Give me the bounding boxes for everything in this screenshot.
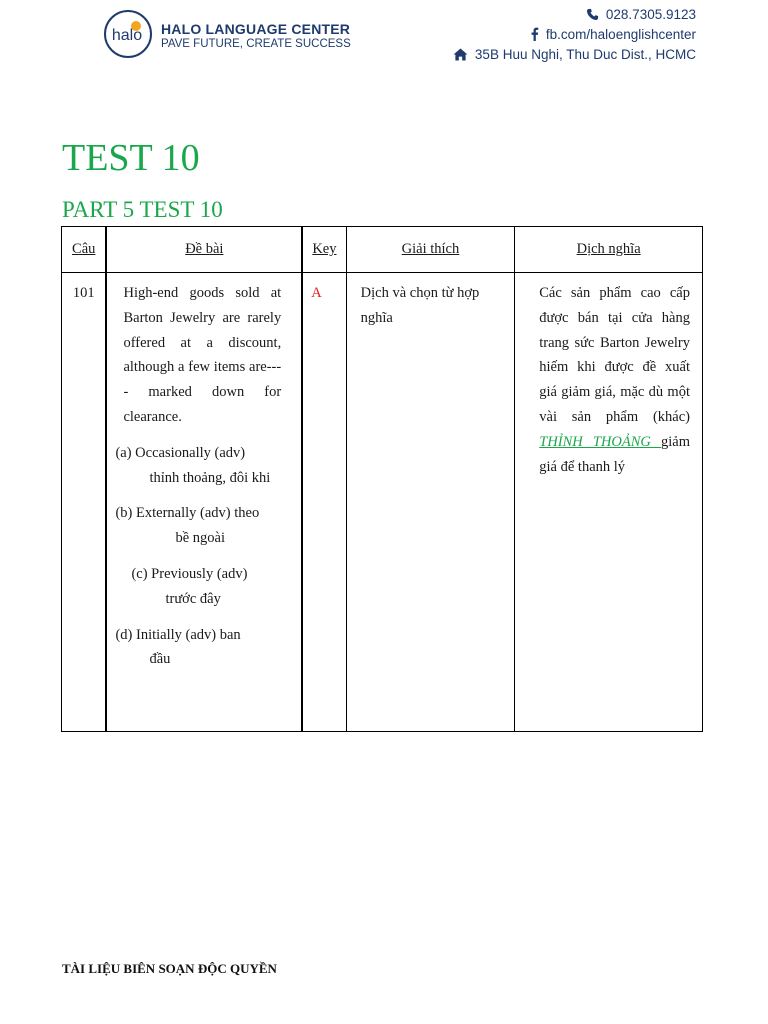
facebook-link: fb.com/haloenglishcenter [545,26,696,42]
header-de-bai: Đề bài [106,227,302,273]
address-row [453,44,696,64]
section-title: PART 5 TEST 10 [62,197,223,222]
question-number: 101 [62,273,107,732]
option-b-vi: bề ngoài [175,530,225,547]
phone-number: 028.7305.9123 [605,6,696,22]
option-c [107,562,291,612]
brand-slogan: PAVE FUTURE, CREATE SUCCESS [161,38,351,50]
option-a-vi: thỉnh thoảng, đôi khi [149,469,271,486]
logo [103,9,153,59]
option-c-en: (c) Previously (adv) [131,565,248,582]
svg-text:halo: halo [111,27,143,44]
header-dich-nghia: Dịch nghĩa [515,227,703,273]
translation-part-1: Các sản phẩm cao cấp được bán tại cửa hàng trang sức Barton Jewelry hiếm khi được đề xuất giá giảm giá, mặc dù một vài sản phẩm (khác) [539,285,690,425]
facebook-icon [530,27,539,41]
option-b-en: (b) Externally (adv) theo [115,505,260,522]
page-title: TEST 10 [62,137,200,179]
header-giai-thich: Giải thích [346,227,515,273]
phone-icon [586,8,599,21]
question-cell [106,273,302,732]
translation-text [523,281,694,479]
footer-note: TÀI LIỆU BIÊN SOẠN ĐỘC QUYỀN [62,961,277,976]
option-b [107,501,291,551]
facebook-row [453,24,696,44]
option-d-vi: đầu [149,651,171,668]
contact-info [453,4,696,64]
option-d [107,623,291,673]
answer-key: A [302,273,346,732]
table-header-row [62,227,703,273]
home-icon [453,48,468,61]
table-row [62,273,703,732]
address: 35B Huu Nghi, Thu Duc Dist., HCMC [474,46,696,62]
option-c-vi: trước đây [165,590,221,607]
brand-name: HALO LANGUAGE CENTER [161,21,351,37]
answer-table [61,226,703,732]
translation-part-2: giảm giá để thanh lý [539,433,690,475]
phone-row [453,4,696,24]
option-a-en: (a) Occasionally (adv) [115,444,246,461]
option-d-en: (d) Initially (adv) ban [115,626,241,643]
translation-highlight: THỈNH THOẢNG [539,433,661,450]
option-a [107,441,291,491]
header-cau: Câu [62,227,107,273]
explanation-cell [346,273,515,732]
brand [161,21,351,51]
header-key: Key [302,227,346,273]
question-text: High-end goods sold at Barton Jewelry are rarely offered at a discount, although a few items are---- marked down for clearance. [123,285,282,425]
translation-cell [515,273,703,732]
explanation-text: Dịch và chọn từ hợp nghĩa [360,285,480,326]
